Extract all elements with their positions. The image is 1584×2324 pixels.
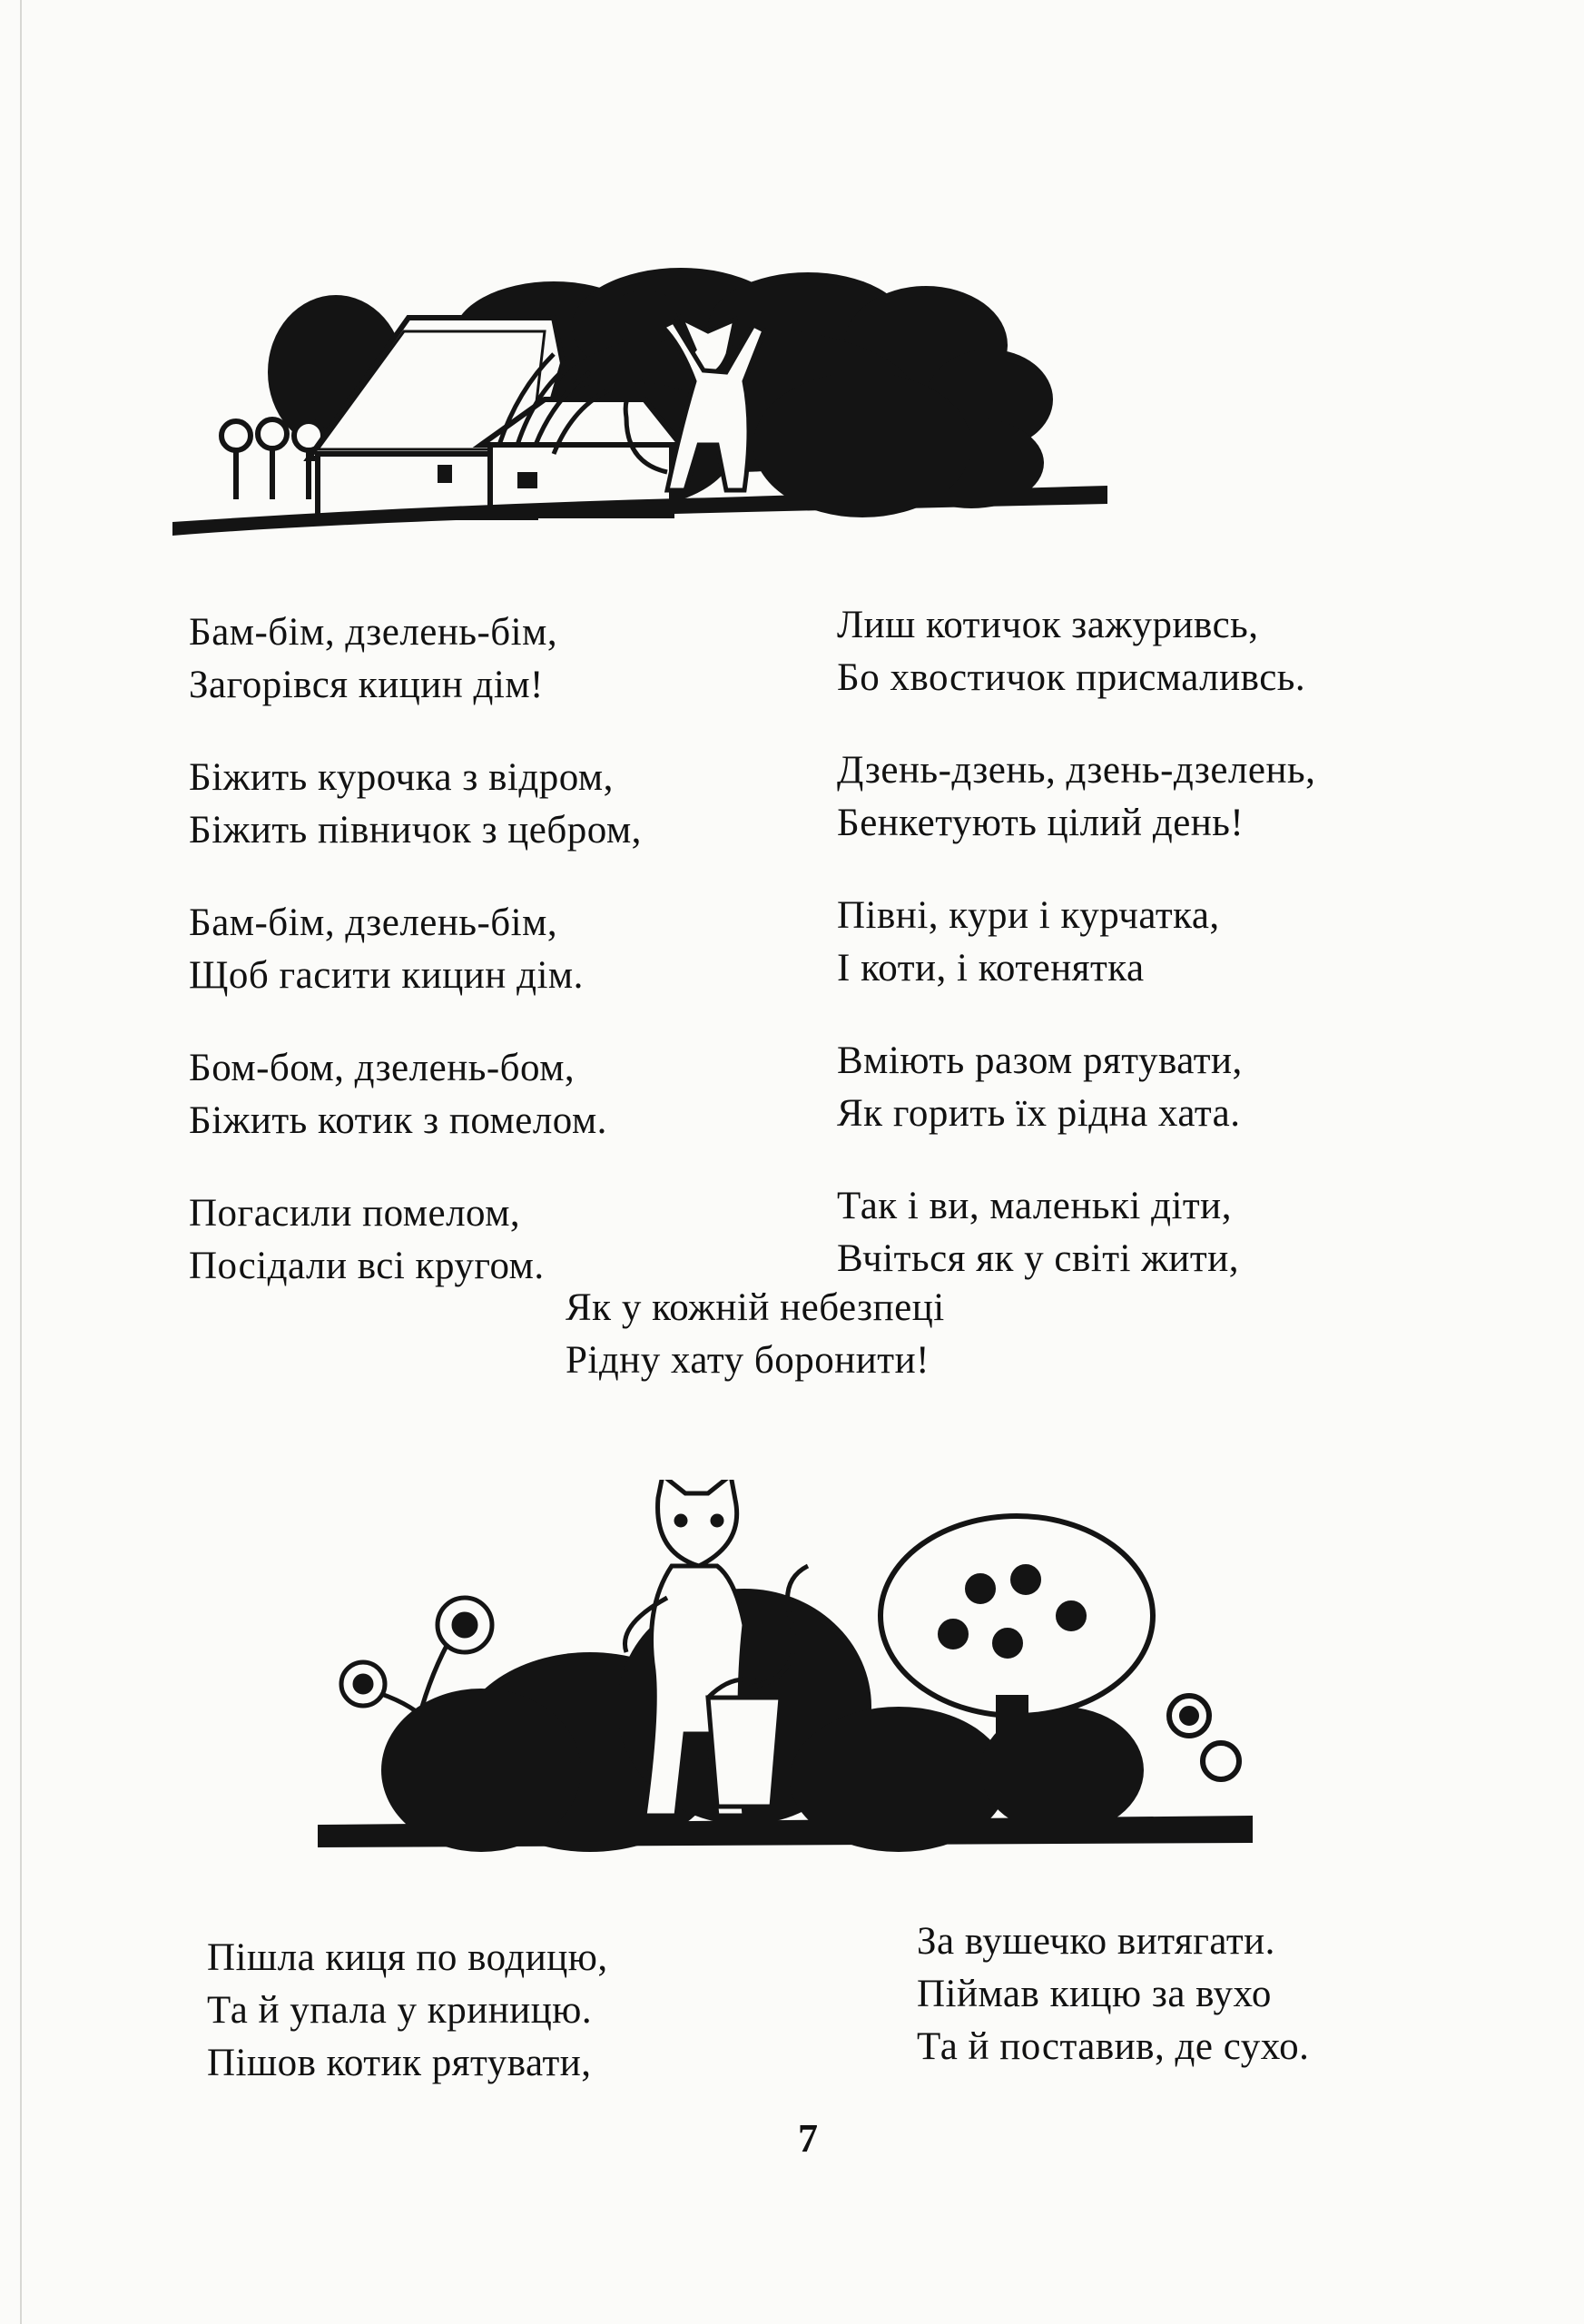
poem-line: Біжить курочка з відром, [189, 756, 614, 799]
poem-line: Бенкетують цілий день! [837, 802, 1245, 844]
poem-line: Посідали всі кругом. [189, 1245, 545, 1287]
page-number: 7 [798, 2116, 818, 2161]
stanza [837, 1180, 1315, 1285]
poem-line: Лиш котичок зажуривсь, [837, 604, 1259, 646]
poem-line: Рідну хату боронити! [566, 1339, 930, 1382]
poem2-left-column [207, 1932, 608, 2090]
poem-line: Дзень-дзень, дзень-дзелень, [837, 749, 1316, 792]
stanza [189, 606, 642, 712]
poem-line: Бо хвостичок присмаливсь. [837, 656, 1306, 699]
poem-center-stanza [566, 1282, 945, 1427]
poem-line: Піймав кицю за вухо [917, 1973, 1272, 2015]
page-binding-edge [20, 0, 22, 2324]
burning-house-illustration [172, 263, 1107, 554]
poem-line: Пішов котик рятувати, [207, 2042, 592, 2084]
poem2-right-column [917, 1915, 1309, 2073]
poem-left-column [189, 606, 642, 1333]
poem-line: Щоб гасити кицин дім. [189, 954, 584, 997]
poem-line: Пішла киця по водицю, [207, 1936, 608, 1979]
stanza [837, 1035, 1315, 1140]
stanza [189, 752, 642, 857]
poem-line: І коти, і котенятка [837, 947, 1145, 990]
poem-line: Та й поставив, де сухо. [917, 2025, 1310, 2068]
poem-line: Погасили помелом, [189, 1192, 521, 1235]
stanza [189, 1042, 642, 1147]
poem-line: Вчіться як у світі жити, [837, 1237, 1239, 1280]
poem-line: Бам-бім, дзелень-бім, [189, 901, 558, 944]
stanza [837, 744, 1315, 850]
stanza [189, 1187, 642, 1293]
cat-with-bucket-illustration [318, 1480, 1253, 1852]
poem-line: Так і ви, маленькі діти, [837, 1185, 1232, 1227]
poem-line: Біжить котик з помелом. [189, 1099, 607, 1142]
poem-line: Загорівся кицин дім! [189, 664, 544, 706]
stanza [189, 897, 642, 1002]
poem-line: Вміють разом рятувати, [837, 1039, 1243, 1082]
poem-line: Як у кожній небезпеці [566, 1286, 945, 1329]
poem-line: Та й упала у криницю. [207, 1989, 593, 2032]
poem-line: Як горить їх рідна хата. [837, 1092, 1241, 1135]
poem-line: Бом-бом, дзелень-бом, [189, 1047, 576, 1089]
poem-line: За вушечко витягати. [917, 1920, 1275, 1963]
poem-line: Біжить півничок з цебром, [189, 809, 642, 852]
stanza [837, 890, 1315, 995]
poem-line: Півні, кури і курчатка, [837, 894, 1220, 937]
poem-right-column [837, 599, 1315, 1325]
stanza [566, 1282, 945, 1387]
stanza [837, 599, 1315, 704]
poem-line: Бам-бім, дзелень-бім, [189, 611, 558, 654]
